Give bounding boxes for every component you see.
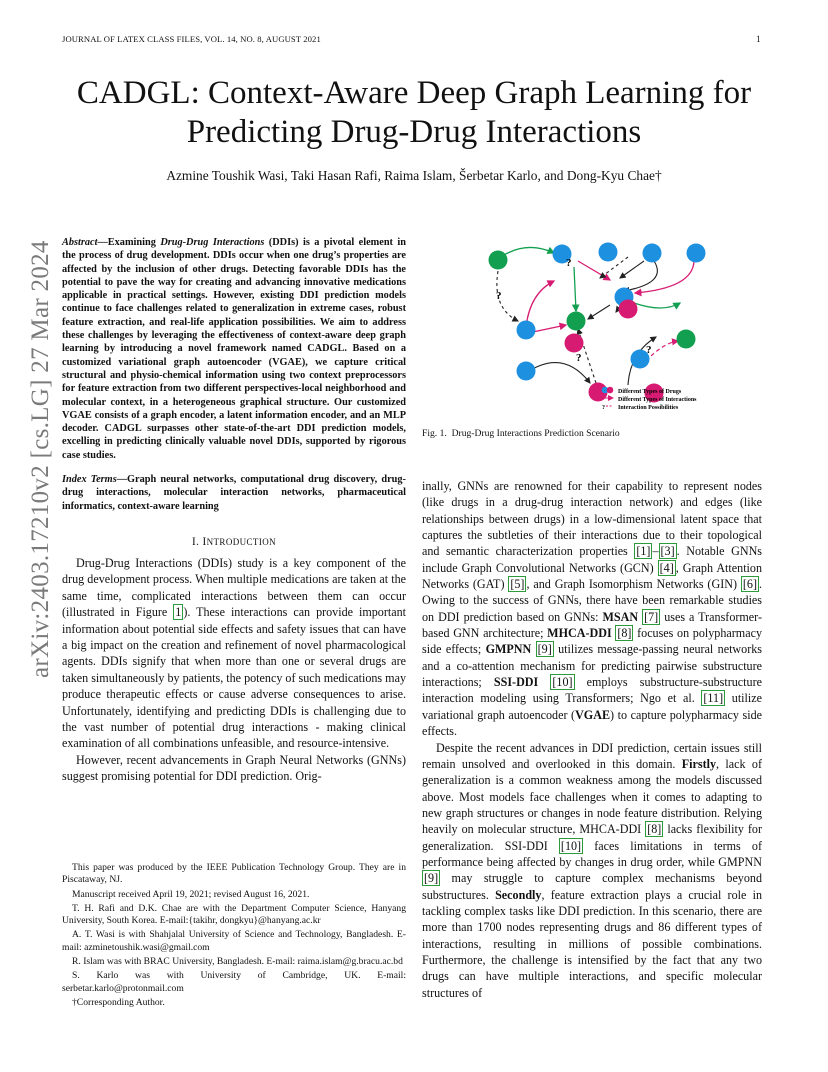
abstract-dash: —Examining xyxy=(97,237,161,248)
citation-link[interactable]: [3] xyxy=(660,544,675,559)
citation-link[interactable]: [9] xyxy=(424,871,439,886)
emphasis: Firstly xyxy=(681,756,717,771)
ddi-graph-diagram xyxy=(478,233,748,418)
paper-title xyxy=(62,74,766,152)
section-first-letter: I xyxy=(202,535,207,548)
footnotes xyxy=(62,862,406,1011)
question-mark: ? xyxy=(576,352,582,364)
title-line-1: CADGL: Context-Aware Deep Graph Learning for xyxy=(76,75,752,111)
interaction-edge xyxy=(588,305,610,319)
index-terms-label: Index Terms xyxy=(62,474,117,486)
text-span: . Notable GNNs include Graph Convolutional Networks (GCN) xyxy=(422,544,763,575)
footnote: S. Karlo was with University of Cambridge, UK. E-mail: serbetar.karlo@protonmail.com xyxy=(62,970,406,994)
footnote: T. H. Rafi and D.K. Chae are with the Department Computer Science, Hanyang University, South Korea. E-mail:{takihr, dongkyu}@hanyang.ac.kr xyxy=(62,902,406,927)
text-span: faces limitations in terms of performance being affected by changes in drug order, while GMPNN xyxy=(422,838,762,869)
drug-node-green xyxy=(567,312,586,331)
section-title-rest: NTRODUCTION xyxy=(206,536,277,547)
text-span: may struggle to capture complex mechanisms beyond substructures. xyxy=(422,871,762,902)
question-mark: ? xyxy=(646,344,652,356)
interaction-edge xyxy=(504,247,554,255)
abstract-emphasis: Drug-Drug Interactions xyxy=(160,237,265,248)
text-span: Despite the recent advances in DDI prediction, certain issues still remain unsolved and overlooked in this domain. xyxy=(422,740,762,771)
emphasis: Secondly xyxy=(495,887,542,902)
right-column xyxy=(422,478,762,1001)
interaction-edge xyxy=(624,261,657,291)
page-number: 1 xyxy=(756,34,761,44)
interaction-edge xyxy=(578,261,610,280)
footnote: †Corresponding Author. xyxy=(72,996,165,1008)
citation-link[interactable]: [6] xyxy=(742,577,757,592)
caption-text: Drug-Drug Interactions Prediction Scenario xyxy=(451,428,620,439)
text-span: . Owing to the success of GNNs, there have been remarkable studies on DDI prediction based on GNNs: xyxy=(422,577,763,624)
interaction-edge xyxy=(526,363,590,383)
intro-paragraph-4 xyxy=(422,740,762,1002)
citation-link[interactable]: [8] xyxy=(617,626,632,641)
text-span: employs substructure-substructure interaction modeling using Transformers; Ngo et al. xyxy=(422,675,762,706)
drug-node-blue xyxy=(687,244,706,263)
citation-link[interactable]: [1] xyxy=(636,544,651,559)
drug-node-green xyxy=(489,251,508,270)
text-span: ) to capture polypharmacy side effects. xyxy=(422,707,762,739)
drug-node-pink xyxy=(565,334,584,353)
author-list: Azmine Toushik Wasi, Taki Hasan Rafi, Raima Islam, Šerbetar Karlo, and Dong-Kyu Chae† xyxy=(166,168,662,183)
index-terms-text: —Graph neural networks, computational drug discovery, drug-drug interactions, molecular interaction networks, pharmaceutical informatics, context-aware learning xyxy=(62,474,406,512)
interaction-edge xyxy=(574,267,576,311)
citation-link[interactable]: [7] xyxy=(644,609,659,624)
footnote: A. T. Wasi is with Shahjalal University of Science and Technology, Bangladesh. E-mail: azminetoushik.wasi@gmail.com xyxy=(62,929,406,953)
text-span: , lack of generalization is a common weakness among the models discussed above. Most models face challenges when it comes to adapting to new graph structures or changes in node feature distribution. Relying heavily on molecular structure, MHCA-DDI xyxy=(422,756,762,837)
citation-link[interactable]: [11] xyxy=(703,691,724,706)
figure-caption xyxy=(422,428,762,439)
model-name: GMPNN xyxy=(485,642,532,657)
question-mark: ? xyxy=(566,257,572,269)
intro-paragraph-3 xyxy=(422,478,762,740)
drug-node-blue xyxy=(517,321,536,340)
interaction-edge xyxy=(635,261,694,293)
drug-node-blue xyxy=(599,243,618,262)
legend-swatch-pink xyxy=(607,387,614,394)
text-span: inally, GNNs are renowned for their capability to represent nodes (like drugs in a drug-drug interaction network) and edges (like relationships between drugs) in a low-dimensional latent space that captures the subtleties of their interactions due to their topological and semantic characterization properties xyxy=(422,479,762,559)
interaction-edge xyxy=(526,281,554,327)
figure-legend xyxy=(602,387,697,411)
section-heading-introduction xyxy=(62,536,406,548)
citation-link[interactable]: [10] xyxy=(552,675,573,690)
citation-link[interactable]: [10] xyxy=(560,838,582,853)
caption-label: Fig. 1. xyxy=(422,428,447,439)
section-number: I. xyxy=(191,535,200,548)
footnote: R. Islam was with BRAC University, Bangladesh. E-mail: raima.islam@g.bracu.ac.bd xyxy=(72,956,403,968)
arxiv-stamp: arXiv:2403.17210v2 [cs.LG] 27 Mar 2024 xyxy=(27,240,54,678)
text-span: , and Graph Isomorphism Networks (GIN) xyxy=(526,577,741,592)
text-span: , feature extraction plays a crucial role in tackling complex tasks like DDI prediction. In this scenario, there are more than 1700 nodes representing drugs and 86 different types of interactions, resulting in millions of possible combinations. Furthermore, the challenge is intensified by the fact that any two drugs can have multiple interactions, and specific molecular structures of xyxy=(422,887,762,1000)
legend-label-possibilities: Interaction Possibilities xyxy=(618,405,679,411)
drug-node-blue xyxy=(643,244,662,263)
text-span: uses a Transformer-based GNN architecture; xyxy=(422,609,762,641)
text-span: focuses on polypharmacy side effects; xyxy=(422,626,762,657)
citation-link[interactable]: [4] xyxy=(659,560,674,575)
text-span: utilizes message-passing neural networks and a co-attention mechanism for predicting pairwise substructure interactions; xyxy=(422,642,762,690)
drug-node-blue xyxy=(517,362,536,381)
footnote: This paper was produced by the IEEE Publication Technology Group. They are in Piscataway, NJ. xyxy=(62,862,406,886)
running-header: JOURNAL OF LATEX CLASS FILES, VOL. 14, NO. 8, AUGUST 2021 xyxy=(62,34,321,44)
legend-label-interactions: Different Types of Interactions xyxy=(618,397,697,403)
drug-node-green xyxy=(677,330,696,349)
abstract xyxy=(62,236,406,462)
figure-ddi-scenario xyxy=(478,233,748,418)
abstract-text: (DDIs) is a pivotal element in the process of drug development. DDIs occur when one drug’s properties are affected by the inclusion of other drugs. Detecting favorable DDIs has the potential to pave the way for creating and advancing innovative medications applicable in practical settings. However, existing DDI prediction models continue to face challenges related to generalization in extreme cases, robust feature extraction, and real-life application possibilities. We aim to address these challenges by leveraging the effectiveness of context-aware deep graph learning by introducing a novel framework named CADGL. Based on a customized variational graph autoencoder (VGAE), we capture critical structural and physio-chemical information using two context preprocessors for feature extraction from two different perspectives-local neighborhood and molecular context, in a heterogeneous graphical structure. Our customized VGAE consists of a graph encoder, a latent information encoder, and an MLP decoder. CADGL surpasses other state-of-the-art DDI prediction models, excelling in predicting clinically valuable novel DDIs, supported by rigorous case studies. xyxy=(62,237,407,461)
abstract-label: Abstract xyxy=(62,237,98,248)
index-terms xyxy=(62,473,406,513)
citation-link[interactable]: [5] xyxy=(510,577,525,592)
left-column xyxy=(62,236,406,785)
citation-link[interactable]: [9] xyxy=(537,642,552,657)
title-line-2: Predicting Drug-Drug Interactions xyxy=(186,114,642,150)
text-span: lacks flexibility for generalization. SSI-DDI xyxy=(422,822,762,853)
model-name: VGAE xyxy=(575,707,611,722)
footnote: Manuscript received April 19, 2021; revised August 16, 2021. xyxy=(72,888,310,900)
text-span: – xyxy=(652,544,659,559)
text-span: utilize variational graph autoencoder ( xyxy=(422,691,762,722)
text-span: , Graph Attention Networks (GAT) xyxy=(422,560,763,592)
interaction-edge xyxy=(634,303,680,308)
text-span: ). These interactions can provide important information about potential side effects and safety issues that can have a big impact on the creation and refinement of novel pharmacological agents. DDIs signify that when more than one or several drugs are taken simultaneously by patients, the potency of such medications may produce therapeutic effects or cause adverse consequences to arise. Unfortunately, identifying and predicting DDIs is challenging due to the vast number of potential drug interactions - making clinical examination of all combinations unfeasible, and resource-intensive. xyxy=(62,605,406,751)
intro-paragraph-1 xyxy=(62,555,406,752)
model-name: MHCA-DDI xyxy=(547,626,612,641)
model-name: MSAN xyxy=(602,609,639,624)
drug-node-pink xyxy=(619,300,638,319)
citation-link[interactable]: [8] xyxy=(647,822,662,837)
legend-question-mark: ? xyxy=(602,405,605,411)
legend-label-drugs: Different Types of Drugs xyxy=(618,389,682,395)
model-name: SSI-DDI xyxy=(493,675,539,690)
text-span: Drug-Drug Interactions (DDIs) study is a key component of the drug development process. When multiple medications are taken at the same time, complicated interactions between them can occur (illustrated in Figure xyxy=(62,555,406,620)
interaction-edge xyxy=(620,261,644,278)
question-mark: ? xyxy=(496,290,502,302)
intro-paragraph-2: However, recent advancements in Graph Neural Networks (GNNs) suggest promising potential for DDI prediction. Orig- xyxy=(62,752,406,784)
figure-reference-link[interactable]: 1 xyxy=(175,605,182,620)
